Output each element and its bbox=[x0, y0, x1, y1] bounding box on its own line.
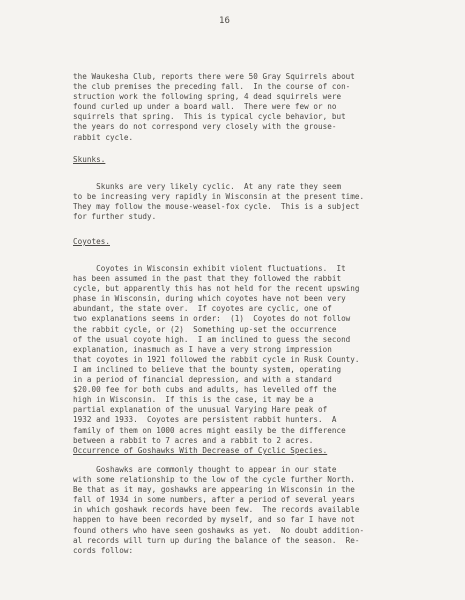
text-line: two explanations seems in order: (1) Coyotes do not follow bbox=[73, 314, 351, 324]
text-line: Coyotes in Wisconsin exhibit violent fluctuations. It bbox=[73, 264, 346, 273]
skunks-heading: Skunks. bbox=[73, 155, 106, 164]
text-line: family of them on 1000 acres might easily be the difference bbox=[73, 425, 346, 435]
text-line: the club premises the preceding fall. In the course of con- bbox=[73, 82, 351, 92]
goshawks-heading: Occurrence of Goshawks With Decrease of Cyclic Species. bbox=[73, 446, 328, 455]
text-line: They may follow the mouse-weasel-fox cycle. This is a subject bbox=[73, 202, 360, 212]
text-line: for further study. bbox=[73, 212, 157, 222]
text-line: high in Wisconsin. If this is the case, it may be a bbox=[73, 395, 314, 405]
text-line: has been assumed in the past that they followed the rabbit bbox=[73, 274, 342, 284]
page-number: 16 bbox=[219, 16, 230, 26]
text-line: al records will turn up during the balance of the season. Re- bbox=[73, 535, 360, 545]
text-line: explanation, inasmuch as I have a very strong impression bbox=[73, 344, 332, 354]
text-line: of the usual coyote high. I am inclined to guess the second bbox=[73, 334, 351, 344]
coyotes-paragraph bbox=[73, 264, 413, 446]
text-line: that coyotes in 1921 followed the rabbit cycle in Rusk County. bbox=[73, 354, 360, 364]
text-line: in which goshawk records have been few. The records available bbox=[73, 505, 360, 515]
text-line: rabbit cycle. bbox=[73, 132, 134, 142]
coyotes-heading: Coyotes. bbox=[73, 237, 110, 246]
text-line: cycle, but apparently this has not held for the recent upswing bbox=[73, 284, 360, 294]
text-line: found curled up under a board wall. There were few or no bbox=[73, 102, 337, 112]
text-line: 1932 and 1933. Coyotes are persistent rabbit hunters. A bbox=[73, 415, 337, 425]
text-line: between a rabbit to 7 acres and a rabbit to 2 acres. bbox=[73, 435, 314, 445]
skunks-paragraph bbox=[73, 182, 413, 222]
text-line: I am inclined to believe that the bounty system, operating bbox=[73, 364, 342, 374]
text-line: in a period of financial depression, and with a standard bbox=[73, 375, 332, 385]
text-line: found others who have seen goshawks as yet. No doubt addition- bbox=[73, 525, 365, 535]
text-line: squirrels that spring. This is typical cycle behavior, but bbox=[73, 112, 346, 122]
text-line: Be that as it may, goshawks are appearing in Wisconsin in the bbox=[73, 485, 355, 495]
text-line: partial explanation of the unusual Varying Hare peak of bbox=[73, 405, 328, 415]
text-line: $20.00 fee for both cubs and adults, has levelled off the bbox=[73, 385, 337, 395]
text-line: Goshawks are commonly thought to appear in our state bbox=[73, 465, 337, 474]
text-line: the rabbit cycle, or (2) Something up-set the occurrence bbox=[73, 324, 337, 334]
text-line: cords follow: bbox=[73, 545, 134, 555]
text-line: to be increasing very rapidly in Wisconsin at the present time. bbox=[73, 192, 365, 202]
goshawks-paragraph bbox=[73, 465, 413, 556]
text-line: phase in Wisconsin, during which coyotes have not been very bbox=[73, 294, 346, 304]
text-line: Skunks are very likely cyclic. At any rate they seem bbox=[73, 182, 342, 191]
text-line: the years do not correspond very closely with the grouse- bbox=[73, 122, 337, 132]
text-line: with some relationship to the low of the cycle further North. bbox=[73, 475, 355, 485]
text-line: happen to have been recorded by myself, and so far I have not bbox=[73, 515, 355, 525]
text-line: struction work the following spring, 4 dead squirrels were bbox=[73, 92, 342, 102]
text-line: fall of 1934 in some numbers, after a period of several years bbox=[73, 495, 355, 505]
text-line: abundant, the state over. If coyotes are cyclic, one of bbox=[73, 304, 332, 314]
text-line: the Waukesha Club, reports there were 50 Gray Squirrels about bbox=[73, 72, 355, 81]
squirrel-paragraph bbox=[73, 72, 413, 143]
